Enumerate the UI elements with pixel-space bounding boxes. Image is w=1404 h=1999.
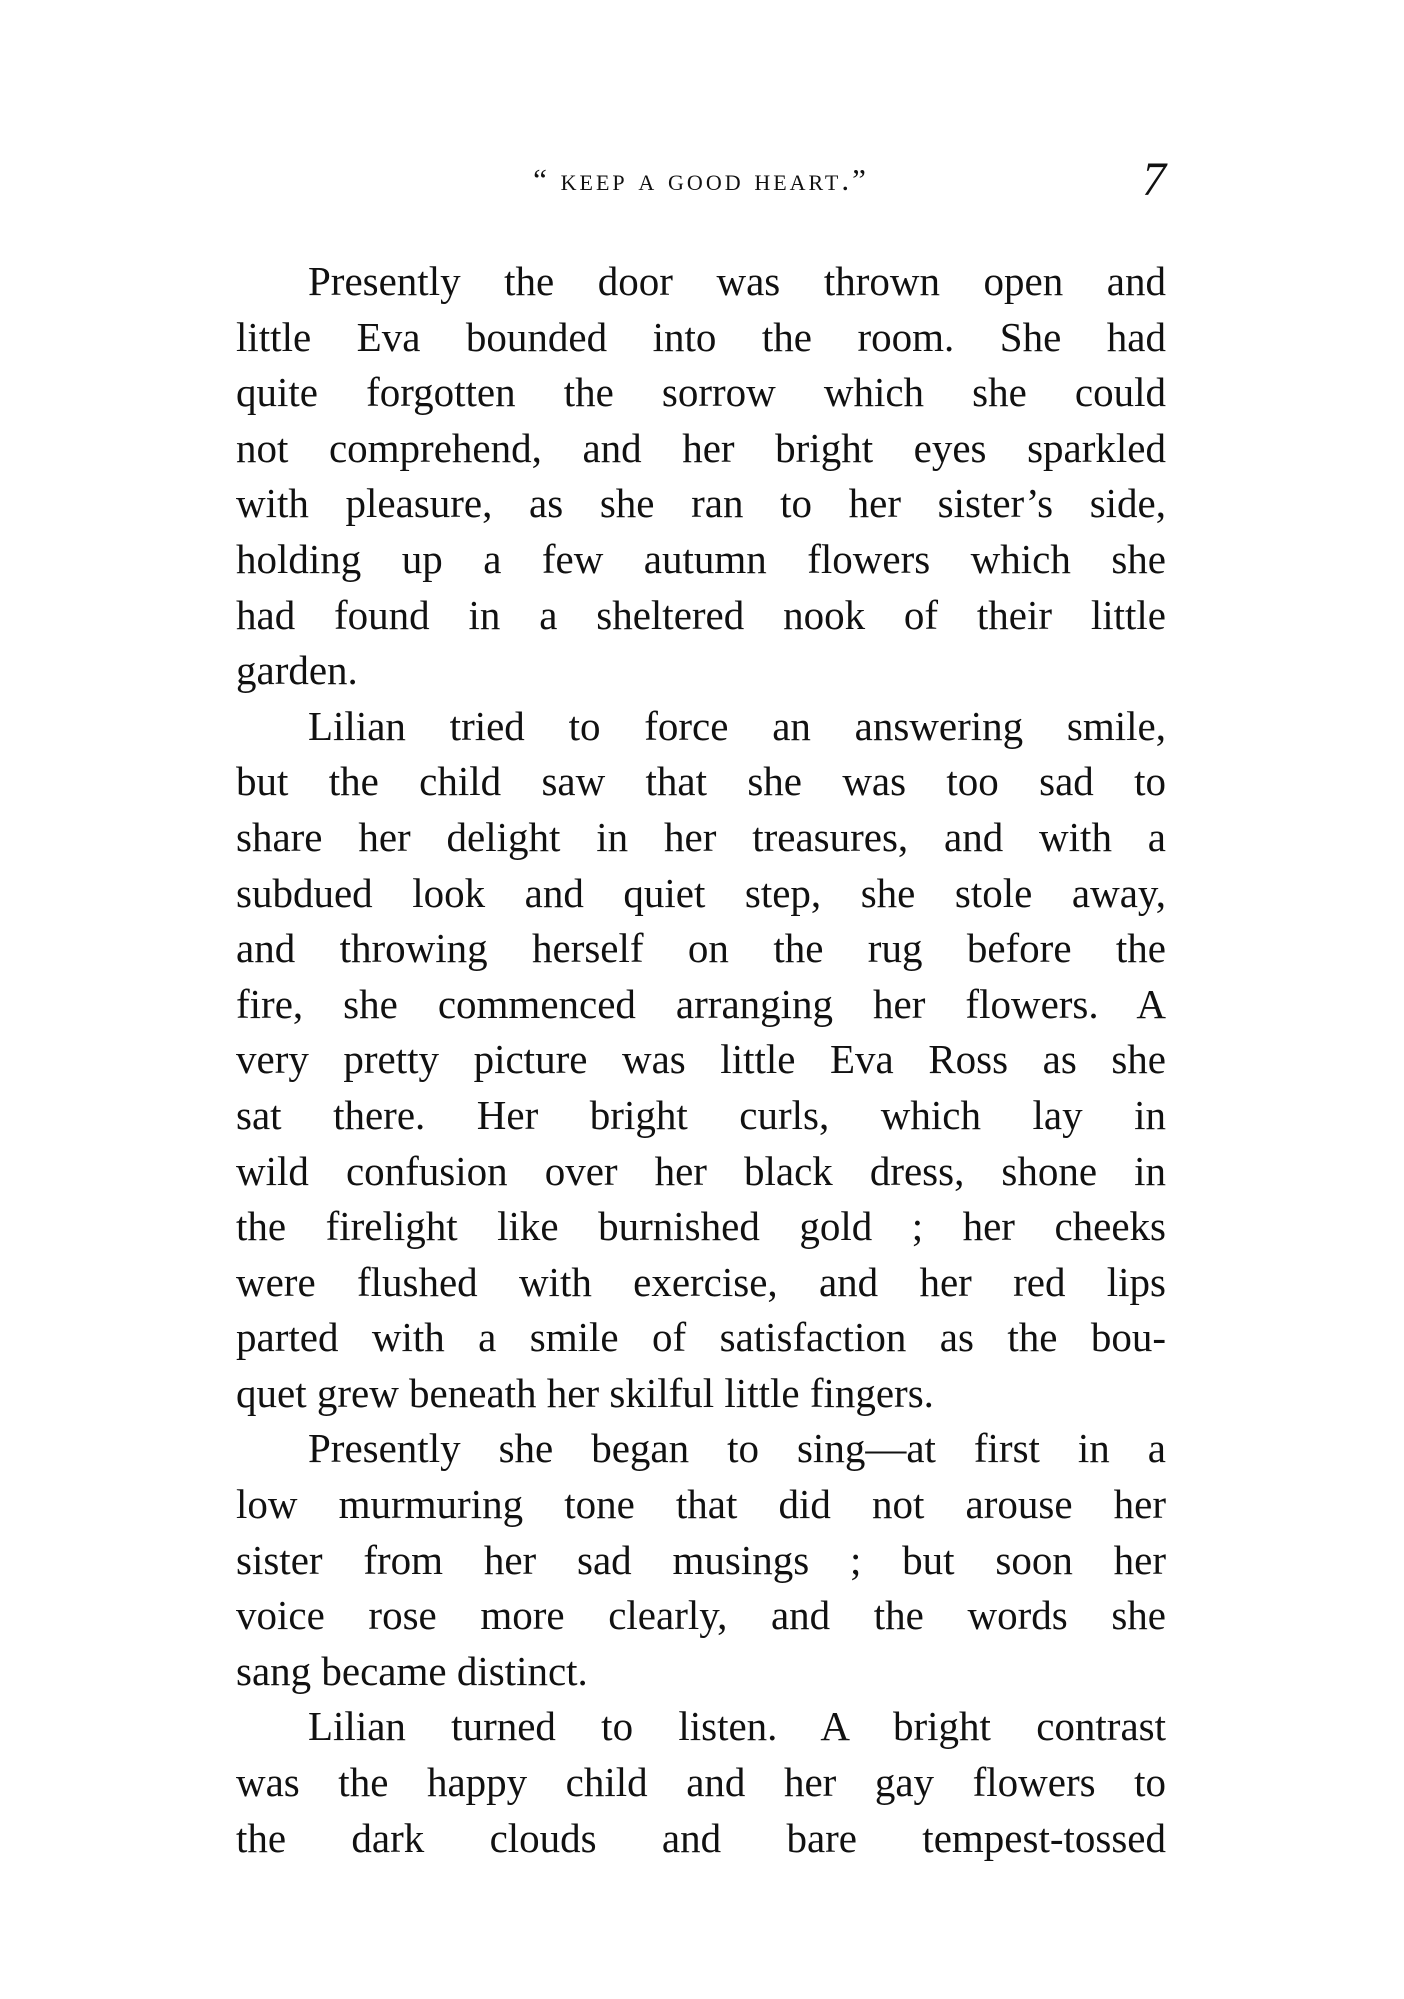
text-line: but the child saw that she was too sad to bbox=[236, 758, 1166, 805]
text-line: the firelight like burnished gold ; her cheeks bbox=[236, 1203, 1166, 1250]
text-line: and throwing herself on the rug before the bbox=[236, 925, 1166, 972]
text-line: voice rose more clearly, and the words she bbox=[236, 1592, 1166, 1639]
text-line: quite forgotten the sorrow which she could bbox=[236, 369, 1166, 416]
running-head bbox=[236, 153, 1166, 218]
text-line: very pretty picture was little Eva Ross as she bbox=[236, 1036, 1166, 1083]
text-line: share her delight in her treasures, and with a bbox=[236, 813, 1166, 860]
paragraph-1 bbox=[236, 254, 1166, 699]
page-number: 7 bbox=[1142, 153, 1166, 206]
text-line: garden. bbox=[236, 647, 358, 694]
text-line: the dark clouds and bare tempest-tossed bbox=[236, 1814, 1166, 1861]
running-title: “ keep a good heart.” bbox=[533, 162, 869, 197]
paragraph-2 bbox=[236, 699, 1166, 1422]
text-line: subdued look and quiet step, she stole away, bbox=[236, 869, 1166, 916]
text-line: quet grew beneath her skilful little fingers. bbox=[236, 1369, 934, 1416]
text-line: was the happy child and her gay flowers to bbox=[236, 1759, 1166, 1806]
text-line: Lilian turned to listen. A bright contrast bbox=[308, 1703, 1166, 1750]
text-line: little Eva bounded into the room. She had bbox=[236, 313, 1166, 360]
text-line: wild confusion over her black dress, shone in bbox=[236, 1147, 1166, 1194]
text-line: low murmuring tone that did not arouse her bbox=[236, 1481, 1166, 1528]
text-line: had found in a sheltered nook of their little bbox=[236, 591, 1166, 638]
text-line: holding up a few autumn flowers which she bbox=[236, 535, 1166, 582]
text-line: with pleasure, as she ran to her sister’s side, bbox=[236, 480, 1166, 527]
text-line: were flushed with exercise, and her red lips bbox=[236, 1258, 1166, 1305]
paragraph-3 bbox=[236, 1421, 1166, 1699]
text-line: fire, she commenced arranging her flowers. A bbox=[236, 980, 1166, 1027]
text-line: parted with a smile of satisfaction as the bou- bbox=[236, 1314, 1166, 1361]
paragraph-4 bbox=[236, 1699, 1166, 1866]
text-line: sat there. Her bright curls, which lay in bbox=[236, 1091, 1166, 1138]
text-line: Presently the door was thrown open and bbox=[308, 258, 1166, 304]
text-line: sang became distinct. bbox=[236, 1647, 588, 1694]
text-line: not comprehend, and her bright eyes sparkled bbox=[236, 424, 1166, 471]
body-text bbox=[236, 254, 1166, 1866]
text-line: Lilian tried to force an answering smile, bbox=[308, 702, 1166, 749]
text-line: sister from her sad musings ; but soon her bbox=[236, 1536, 1166, 1583]
text-line: Presently she began to sing—at first in a bbox=[308, 1425, 1166, 1472]
